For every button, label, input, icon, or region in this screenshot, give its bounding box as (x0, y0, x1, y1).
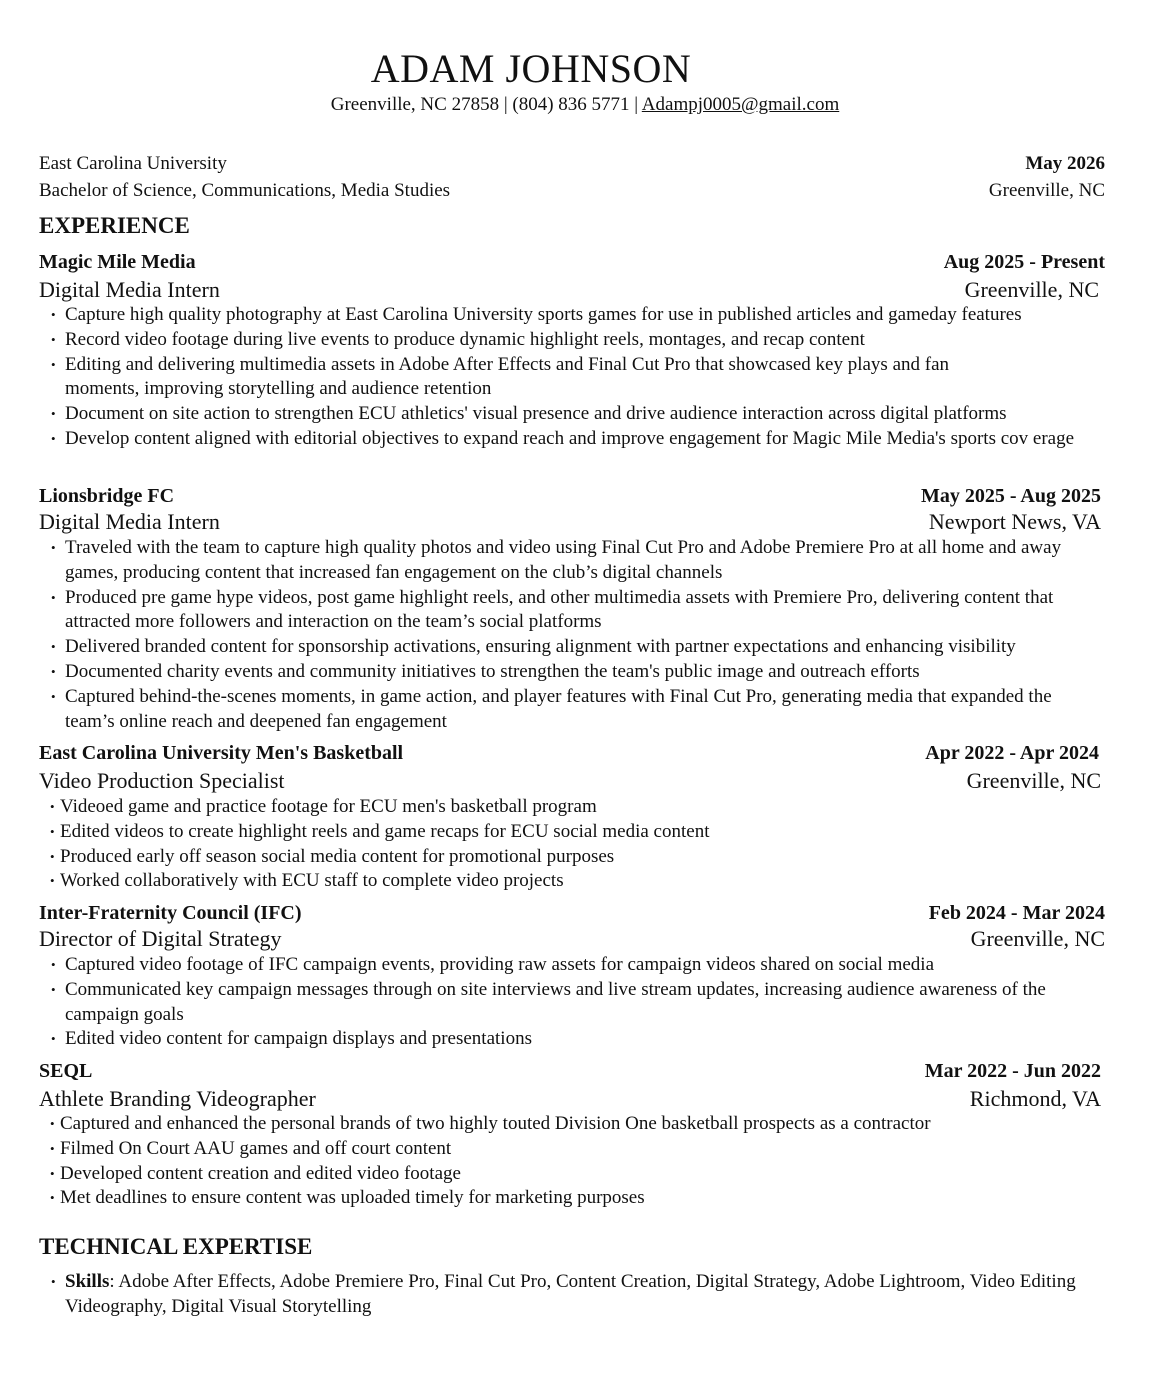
candidate-name: ADAM JOHNSON (370, 46, 692, 91)
job-dates: Mar 2022 - Jun 2022 (924, 1060, 1101, 1082)
job-role: Digital Media Intern (39, 277, 220, 302)
job-location: Greenville, NC (966, 768, 1101, 793)
job-bullet: • Develop content aligned with editorial objectives to expand reach and improve engagement for Magic Mile Media's sports cov erage (48, 427, 1118, 452)
job-role-row (39, 926, 1105, 952)
job-location: Richmond, VA (969, 1086, 1101, 1111)
school-location: Greenville, NC (988, 180, 1105, 201)
job-bullet: • Videoed game and practice footage for ECU men's basketball program (48, 795, 1118, 820)
job-org: Lionsbridge FC (39, 485, 175, 507)
job-org: SEQL (39, 1060, 93, 1082)
section-experience-heading: EXPERIENCE (39, 213, 190, 238)
school-name: East Carolina University (39, 153, 227, 174)
skills-label: Skills (65, 1271, 110, 1292)
job-org-row (39, 902, 1105, 925)
job-org: Inter-Fraternity Council (IFC) (39, 902, 302, 924)
job-role-row (39, 1086, 1101, 1112)
job-role: Digital Media Intern (39, 509, 220, 534)
job-bullet: • Traveled with the team to capture high quality photos and video using Final Cut Pro and Adobe Premiere Pro at all home and away games, producing content that increased fan engagement on the club’s digital channels (48, 536, 1118, 586)
job-org-row (39, 485, 1101, 508)
job-bullets (48, 953, 1118, 1052)
job-location: Greenville, NC (964, 277, 1099, 302)
job-location: Newport News, VA (928, 509, 1101, 534)
job-bullet: • Edited videos to create highlight reels and game recaps for ECU social media content (48, 820, 1118, 845)
skills-text: : Adobe After Effects, Adobe Premiere Pro, Final Cut Pro, Content Creation, Digital Strategy, Adobe Lightroom, Video Editing Videography, Digital Visual Storytelling (65, 1271, 1076, 1317)
job-bullet: • Delivered branded content for sponsorship activations, ensuring alignment with partner expectations and enhancing visibility (48, 635, 1118, 660)
job-location: Greenville, NC (970, 926, 1105, 951)
job-bullets (48, 303, 1118, 452)
job-bullet: • Produced pre game hype videos, post game highlight reels, and other multimedia assets with Premiere Pro, delivering content that attracted more followers and interaction on the team’s social platforms (48, 586, 1118, 636)
contact-line (0, 94, 1170, 116)
job-bullet: • Worked collaboratively with ECU staff to complete video projects (48, 869, 1118, 894)
job-org-row (39, 742, 1099, 765)
job-bullet: • Captured video footage of IFC campaign events, providing raw assets for campaign videos shared on social media (48, 953, 1118, 978)
job-bullet: • Captured behind-the-scenes moments, in game action, and player features with Final Cut Pro, generating media that expanded the team’s online reach and deepened fan engagement (48, 685, 1118, 735)
job-dates: May 2025 - Aug 2025 (921, 485, 1101, 507)
job-bullet: • Produced early off season social media content for promotional purposes (48, 845, 1118, 870)
skills-item (48, 1270, 1118, 1320)
skills-bullets (48, 1270, 1118, 1320)
job-bullet: • Document on site action to strengthen ECU athletics' visual presence and drive audience interaction across digital platforms (48, 402, 1118, 427)
job-bullet: • Documented charity events and community initiatives to strengthen the team's public image and outreach efforts (48, 660, 1118, 685)
job-bullet: • Developed content creation and edited video footage (48, 1162, 1118, 1187)
contact-info: Greenville, NC 27858 | (804) 836 5771 | (330, 94, 642, 115)
job-role: Video Production Specialist (39, 768, 285, 793)
job-role-row (39, 768, 1101, 794)
job-role: Director of Digital Strategy (39, 926, 282, 951)
job-dates: Apr 2022 - Apr 2024 (925, 742, 1099, 764)
job-bullet: • Communicated key campaign messages through on site interviews and live stream updates, increasing audience awareness of the campaign goals (48, 978, 1118, 1028)
job-role-row (39, 509, 1101, 535)
job-dates: Aug 2025 - Present (943, 251, 1105, 273)
job-dates: Feb 2024 - Mar 2024 (928, 902, 1105, 924)
section-technical-heading: TECHNICAL EXPERTISE (39, 1234, 313, 1259)
job-bullet: • Record video footage during live events to produce dynamic highlight reels, montages, and recap content (48, 328, 1118, 353)
graduation-date: May 2026 (1025, 153, 1105, 174)
job-bullets (48, 536, 1118, 734)
job-role: Athlete Branding Videographer (39, 1086, 316, 1111)
education-row-2 (39, 180, 1105, 202)
job-bullet: • Met deadlines to ensure content was uploaded timely for marketing purposes (48, 1186, 1118, 1211)
job-role-row (39, 277, 1099, 303)
job-org-row (39, 251, 1105, 274)
degree: Bachelor of Science, Communications, Media Studies (39, 180, 451, 201)
job-org: East Carolina University Men's Basketball (39, 742, 404, 764)
education-row-1 (39, 153, 1105, 175)
job-bullet: • Capture high quality photography at East Carolina University sports games for use in published articles and gameday features (48, 303, 1118, 328)
job-org: Magic Mile Media (39, 251, 196, 273)
job-bullet: • Edited video content for campaign displays and presentations (48, 1027, 1118, 1052)
job-bullet: • Captured and enhanced the personal brands of two highly touted Division One basketball prospects as a contractor (48, 1112, 1118, 1137)
job-bullet: • Editing and delivering multimedia assets in Adobe After Effects and Final Cut Pro that showcased key plays and fan moments, improving storytelling and audience retention (48, 353, 1118, 403)
job-bullets (48, 795, 1118, 894)
email-link[interactable]: Adampj0005@gmail.com (641, 94, 840, 115)
job-bullet: • Filmed On Court AAU games and off court content (48, 1137, 1118, 1162)
job-bullets (48, 1112, 1118, 1211)
job-org-row (39, 1060, 1101, 1083)
